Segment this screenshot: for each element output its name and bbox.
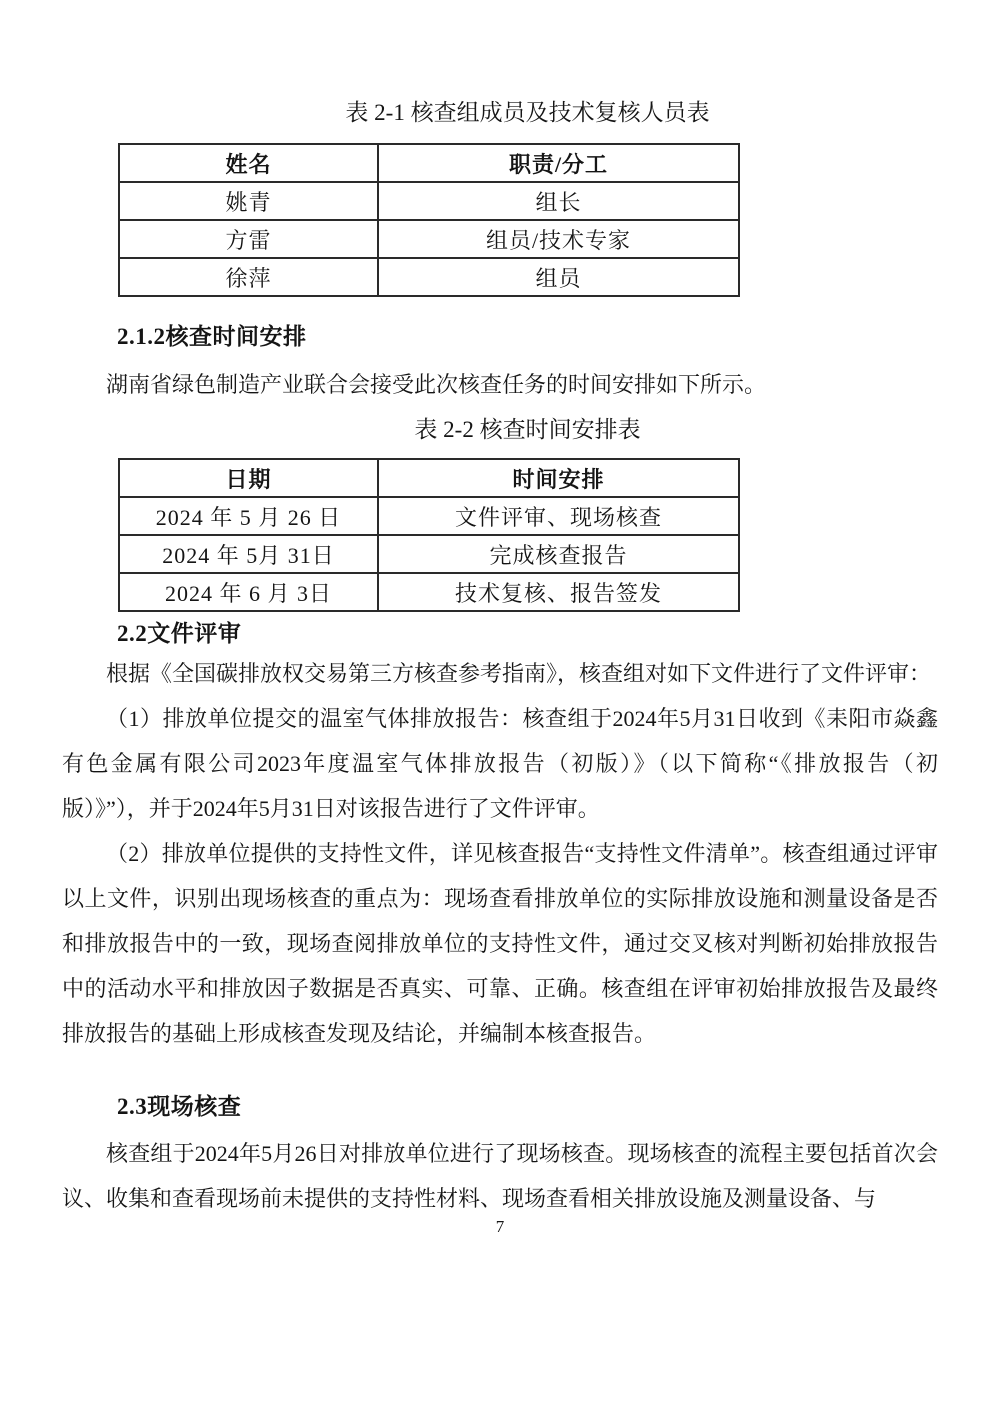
table-cell-name: 徐萍 bbox=[119, 258, 378, 296]
table-cell-name: 姚青 bbox=[119, 182, 378, 220]
page-number: 7 bbox=[495, 1217, 505, 1236]
table-row bbox=[119, 573, 739, 611]
table-row bbox=[119, 258, 739, 296]
table-cell-role: 组员/技术专家 bbox=[378, 220, 739, 258]
section-heading-2-2: 2.2文件评审 bbox=[117, 621, 242, 646]
verification-team-table bbox=[118, 143, 740, 297]
section-2-2-paragraph-2: （1）排放单位提交的温室气体排放报告：核查组于2024年5月31日收到《耒阳市焱鑫有色金属有限公司2023年度温室气体排放报告（初版）》（以下简称“《排放报告（初版）》”），并于2024年5月31日对该报告进行了文件评审。 bbox=[62, 706, 938, 821]
table-header-row bbox=[119, 144, 739, 182]
column-header-schedule: 时间安排 bbox=[378, 459, 739, 497]
table-cell-schedule: 技术复核、报告签发 bbox=[378, 573, 739, 611]
table-row bbox=[119, 535, 739, 573]
table-header-row bbox=[119, 459, 739, 497]
column-header-name: 姓名 bbox=[119, 144, 378, 182]
table-cell-role: 组员 bbox=[378, 258, 739, 296]
table-row bbox=[119, 497, 739, 535]
section-2-3-paragraph-1: 核查组于2024年5月26日对排放单位进行了现场核查。现场核查的流程主要包括首次会议、收集和查看现场前未提供的支持性材料、现场查看相关排放设施及测量设备、与 bbox=[62, 1141, 938, 1211]
table-row bbox=[119, 182, 739, 220]
column-header-role: 职责/分工 bbox=[378, 144, 739, 182]
column-header-date: 日期 bbox=[119, 459, 378, 497]
table-cell-date: 2024 年 6 月 3日 bbox=[119, 573, 378, 611]
section-2-1-2-paragraph: 湖南省绿色制造产业联合会接受此次核查任务的时间安排如下所示。 bbox=[106, 372, 767, 397]
table-cell-schedule: 完成核查报告 bbox=[378, 535, 739, 573]
section-heading-2-1-2: 2.1.2核查时间安排 bbox=[117, 324, 307, 349]
section-2-2-paragraph-3: （2）排放单位提供的支持性文件，详见核查报告“支持性文件清单”。核查组通过评审以上文件，识别出现场核查的重点为：现场查看排放单位的实际排放设施和测量设备是否和排放报告中的一致，现场查阅排放单位的支持性文件，通过交叉核对判断初始排放报告中的活动水平和排放因子数据是否真实、可靠、正确。核查组在评审初始排放报告及最终排放报告的基础上形成核查发现及结论，并编制本核查报告。 bbox=[62, 841, 938, 1046]
schedule-table bbox=[118, 458, 740, 612]
table-cell-name: 方雷 bbox=[119, 220, 378, 258]
table-cell-date: 2024 年 5 月 26 日 bbox=[119, 497, 378, 535]
table-cell-role: 组长 bbox=[378, 182, 739, 220]
section-heading-2-3: 2.3现场核查 bbox=[117, 1094, 242, 1119]
table-row bbox=[119, 220, 739, 258]
table-cell-date: 2024 年 5月 31日 bbox=[119, 535, 378, 573]
table-2-1-caption: 表 2-1 核查组成员及技术复核人员表 bbox=[345, 100, 710, 125]
table-cell-schedule: 文件评审、现场核查 bbox=[378, 497, 739, 535]
section-2-2-paragraph-1: 根据《全国碳排放权交易第三方核查参考指南》，核查组对如下文件进行了文件评审： bbox=[106, 661, 932, 686]
table-2-2-caption: 表 2-2 核查时间安排表 bbox=[414, 417, 641, 442]
